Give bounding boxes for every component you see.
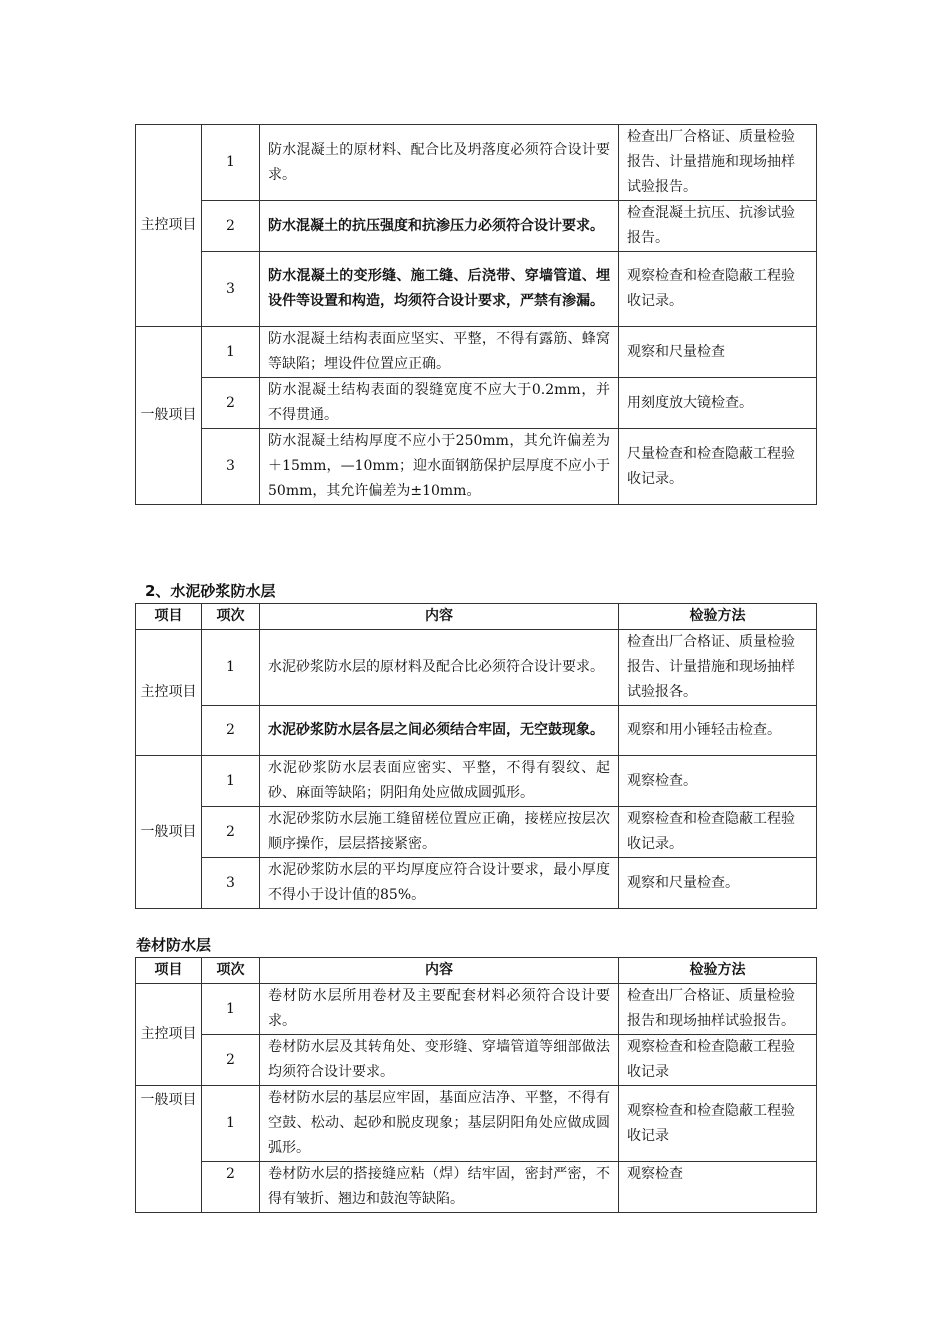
row-content: 防水混凝土结构表面应坚实、平整，不得有露筋、蜂窝等缺陷；埋设件位置应正确。 (260, 327, 619, 378)
row-number: 2 (202, 1162, 260, 1213)
column-header: 项次 (202, 604, 260, 630)
row-number: 2 (202, 1035, 260, 1086)
row-content: 防水混凝土结构厚度不应小于250mm，其允许偏差为＋15mm，—10mm；迎水面钢筋保护层厚度不应小于50mm，其允许偏差为±10mm。 (260, 429, 619, 505)
group-label: 主控项目 (136, 984, 202, 1086)
row-content: 防水混凝土的原材料、配合比及坍落度必须符合设计要求。 (260, 125, 619, 201)
row-number: 1 (202, 1086, 260, 1162)
column-header: 内容 (260, 604, 619, 630)
row-number: 3 (202, 858, 260, 909)
table-row (136, 807, 817, 858)
table-row (136, 858, 817, 909)
row-method: 观察检查和检查隐蔽工程验收记录 (619, 1086, 817, 1162)
table-row (136, 984, 817, 1035)
row-method: 检查出厂合格证、质量检验报告、计量措施和现场抽样试验报各。 (619, 630, 817, 706)
table-row (136, 327, 817, 378)
row-number: 1 (202, 327, 260, 378)
row-content: 水泥砂浆防水层各层之间必须结合牢固，无空鼓现象。 (260, 706, 619, 756)
column-header: 项次 (202, 958, 260, 984)
row-method: 观察检查。 (619, 756, 817, 807)
table-row (136, 630, 817, 706)
column-header: 项目 (136, 604, 202, 630)
row-number: 1 (202, 756, 260, 807)
row-content: 防水混凝土结构表面的裂缝宽度不应大于0.2mm，并不得贯通。 (260, 378, 619, 429)
row-number: 1 (202, 125, 260, 201)
table-membrane (135, 957, 817, 1213)
table-row (136, 429, 817, 505)
table-row (136, 378, 817, 429)
row-number: 2 (202, 378, 260, 429)
row-number: 1 (202, 630, 260, 706)
row-content: 卷材防水层的搭接缝应粘（焊）结牢固，密封严密，不得有皱折、翘边和鼓泡等缺陷。 (260, 1162, 619, 1213)
row-method: 观察检查和检查隐蔽工程验收记录 (619, 1035, 817, 1086)
row-method: 观察和尺量检查。 (619, 858, 817, 909)
table-row (136, 756, 817, 807)
row-method: 观察检查和检查隐蔽工程验收记录。 (619, 807, 817, 858)
row-content: 防水混凝土的抗压强度和抗渗压力必须符合设计要求。 (260, 201, 619, 252)
row-number: 2 (202, 201, 260, 252)
column-header: 检验方法 (619, 958, 817, 984)
row-number: 2 (202, 807, 260, 858)
group-label: 主控项目 (136, 630, 202, 756)
table-mortar (135, 603, 817, 909)
row-method: 观察检查 (619, 1162, 817, 1213)
row-content: 卷材防水层的基层应牢固，基面应洁净、平整，不得有空鼓、松动、起砂和脱皮现象；基层阴阳角处应做成圆弧形。 (260, 1086, 619, 1162)
row-number: 3 (202, 429, 260, 505)
table-row (136, 1162, 817, 1213)
column-header: 检验方法 (619, 604, 817, 630)
row-content: 卷材防水层及其转角处、变形缝、穿墙管道等细部做法均须符合设计要求。 (260, 1035, 619, 1086)
table-row (136, 1086, 817, 1162)
group-label: 主控项目 (136, 125, 202, 327)
table-row (136, 252, 817, 327)
row-content: 水泥砂浆防水层表面应密实、平整，不得有裂纹、起砂、麻面等缺陷；阴阳角处应做成圆弧形。 (260, 756, 619, 807)
table-header-row (136, 958, 817, 984)
row-method: 检查出厂合格证、质量检验报告和现场抽样试验报告。 (619, 984, 817, 1035)
section-heading: 卷材防水层 (136, 936, 212, 954)
table-row (136, 1035, 817, 1086)
column-header: 项目 (136, 958, 202, 984)
row-method: 用刻度放大镜检查。 (619, 378, 817, 429)
row-number: 2 (202, 706, 260, 756)
row-content: 水泥砂浆防水层的平均厚度应符合设计要求，最小厚度不得小于设计值的85%。 (260, 858, 619, 909)
row-number: 1 (202, 984, 260, 1035)
row-method: 检查混凝土抗压、抗渗试验报告。 (619, 201, 817, 252)
row-content: 防水混凝土的变形缝、施工缝、后浇带、穿墙管道、埋设件等设置和构造，均须符合设计要求，严禁有渗漏。 (260, 252, 619, 327)
row-number: 3 (202, 252, 260, 327)
group-label: 一般项目 (136, 1086, 202, 1213)
column-header: 内容 (260, 958, 619, 984)
row-content: 水泥砂浆防水层施工缝留槎位置应正确，接槎应按层次顺序操作，层层搭接紧密。 (260, 807, 619, 858)
group-label: 一般项目 (136, 756, 202, 909)
table-row (136, 125, 817, 201)
row-method: 尺量检查和检查隐蔽工程验收记录。 (619, 429, 817, 505)
row-content: 水泥砂浆防水层的原材料及配合比必须符合设计要求。 (260, 630, 619, 706)
row-method: 观察和用小锤轻击检查。 (619, 706, 817, 756)
row-method: 检查出厂合格证、质量检验报告、计量措施和现场抽样试验报告。 (619, 125, 817, 201)
row-content: 卷材防水层所用卷材及主要配套材料必须符合设计要求。 (260, 984, 619, 1035)
table-header-row (136, 604, 817, 630)
section-heading: 2、水泥砂浆防水层 (145, 582, 276, 600)
group-label: 一般项目 (136, 327, 202, 505)
row-method: 观察和尺量检查 (619, 327, 817, 378)
table-row (136, 706, 817, 756)
table-row (136, 201, 817, 252)
row-method: 观察检查和检查隐蔽工程验收记录。 (619, 252, 817, 327)
table-concrete (135, 124, 817, 505)
